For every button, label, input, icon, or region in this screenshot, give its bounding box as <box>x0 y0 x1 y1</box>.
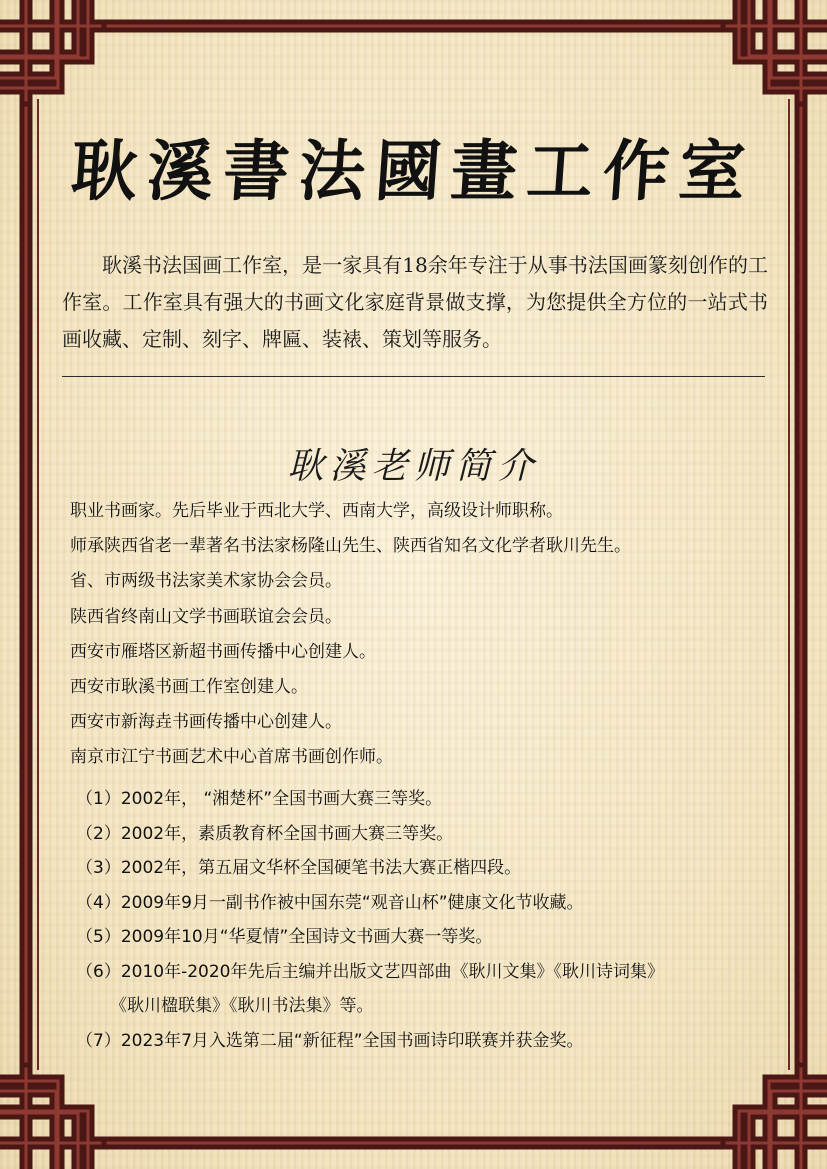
corner-ornament <box>727 0 827 100</box>
award-item <box>76 886 796 921</box>
section-title: 耿溪老师简介 <box>287 446 540 487</box>
award-text: （1）2002年， “湘楚杯”全国书画大赛三等奖。 <box>76 789 443 809</box>
award-text: （4）2009年9月一副书作被中国东莞“观音山杯”健康文化节收藏。 <box>76 892 584 913</box>
award-text: （7）2023年7月入选第二届“新征程”全国书画诗印联赛并获金奖。 <box>76 1030 584 1051</box>
award-text-continuation: 《耿川楹联集》《耿川书法集》等。 <box>110 996 374 1016</box>
award-text: （2）2002年，素质教育杯全国书画大赛三等奖。 <box>76 823 454 844</box>
award-item <box>76 955 796 1024</box>
bio-item: 师承陕西省老一辈著名书法家杨隆山先生、陕西省知名文化学者耿川先生。 <box>70 536 631 557</box>
award-item <box>76 1024 796 1059</box>
bio-item: 南京市江宁书画艺术中心首席书画创作师。 <box>70 747 393 768</box>
award-item <box>76 851 796 886</box>
bio-item: 西安市耿溪书画工作室创建人。 <box>70 676 308 697</box>
bio-item: 省、市两级书法家美术家协会会员。 <box>70 571 342 592</box>
bio-item: 陕西省终南山文学书画联谊会会员。 <box>70 606 342 627</box>
award-text: （5）2009年10月“华夏情”全国诗文书画大赛一等奖。 <box>76 927 493 947</box>
award-text: （3）2002年，第五届文华杯全国硬笔书法大赛正楷四段。 <box>76 858 522 878</box>
bio-list <box>70 494 790 776</box>
award-item <box>76 782 796 817</box>
divider <box>62 376 765 377</box>
corner-ornament <box>0 0 100 100</box>
awards-list <box>76 782 796 1058</box>
award-item <box>76 817 796 852</box>
award-item <box>76 920 796 955</box>
corner-ornament <box>0 1069 100 1169</box>
award-text: （6）2010年-2020年先后主编并出版文艺四部曲《耿川文集》《耿川诗词集》 <box>76 961 664 982</box>
bio-item: 西安市新海垚书画传播中心创建人。 <box>70 712 342 733</box>
intro-paragraph: 耿溪书法国画工作室，是一家具有18余年专注于从事书法国画篆刻创作的工作室。工作室具有强大的书画文化家庭背景做支撑，为您提供全方位的一站式书画收藏、定制、刻字、牌匾、装裱、策划等服务。 <box>62 253 768 351</box>
corner-ornament <box>727 1069 827 1169</box>
bio-item: 职业书画家。先后毕业于西北大学、西南大学，高级设计师职称。 <box>70 501 563 521</box>
bio-item: 西安市雁塔区新超书画传播中心创建人。 <box>70 641 376 662</box>
page-title: 耿溪書法國畫工作室 <box>68 132 758 210</box>
